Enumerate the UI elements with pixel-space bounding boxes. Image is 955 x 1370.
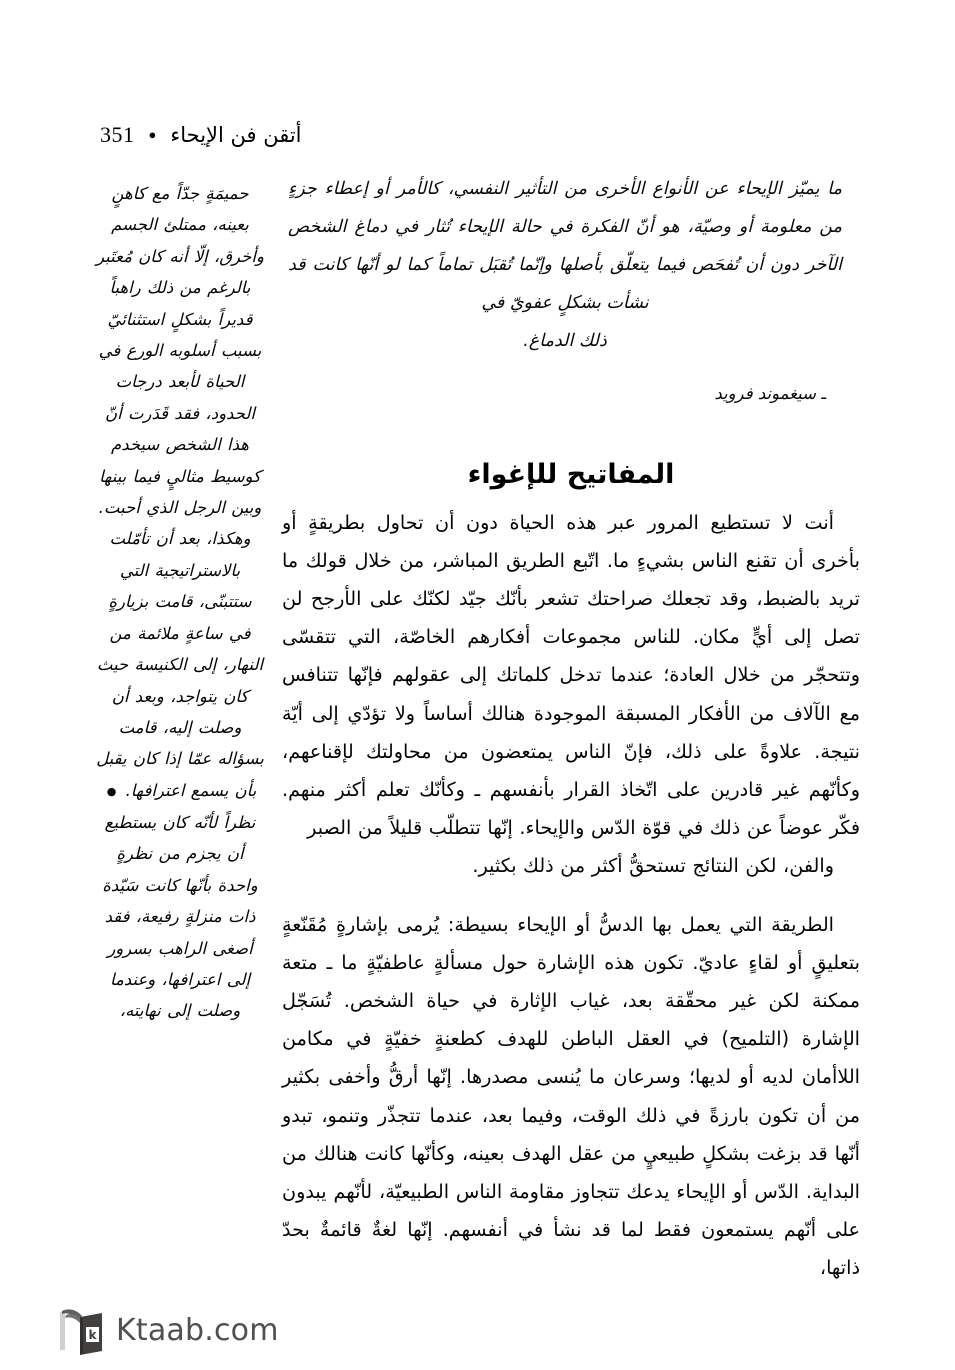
- epigraph-last-line: ذلك الدماغ.: [523, 331, 607, 351]
- margin-note-text-before: حميمَةٍ جدّاً مع كاهنٍ بعينه، ممتلئ الجسم وأخرق، إلّا أنه كان مُعتَبر بالرغم من ذلك راهباً قديراً بشكلٍ استثنائيّ بسبب أسلوبه الورع في الحياة لأبعد درجات الحدود، فقد قَدَرت أنّ هذا الشخص سيخدم كوسيط مثاليٍ فيما بينها وبين الرجل الذي أحبت. وهكذا، بعد أن تأمّلت بالاستراتيجية التي ستتبنّى، قامت بزيارةٍ في ساعةٍ ملائمة من النهار، إلى الكنيسة حيث كان يتواجد، وبعد أن وصلت إليه، قامت بسؤاله عمّا إذا كان يقبل بأن يسمع اعترافها.: [96, 184, 264, 800]
- margin-note-text-after: نظراً لأنّه كان يستطيع أن يجزم من نظرةٍ واحدة بأنّها كانت سَيّدة ذات منزلةٍ رفيعة، فقد أصغى الراهب بسرور إلى اعترافها، وعندما وصلت إلى نهايته،: [102, 812, 258, 1021]
- margin-note-separator-icon: ●: [106, 784, 117, 798]
- body-paragraph-1-text: أنت لا تستطيع المرور عبر هذه الحياة دون أن تحاول بطريقةٍ أو بأخرى أن تقنع الناس بشيءٍ ما. اتّبع الطريق المباشر، من خلال قولك ما تريد بالضبط، وقد تجعلك صراحتك تشعر بأنّك جيّد لكنّك على الأرجح لن تصل إلى أيٍّ مكان. للناس مجموعات أفكارهم الخاصّة، التي تتقسّى وتتحجّر من خلال العادة؛ عندما تدخل كلماتك إلى عقولهم فإنّها تتنافس مع الآلاف من الأفكار المسبقة الموجودة هنالك أساساً ولا تؤدّي إلى أيّة نتيجة. علاوةً على ذلك، فإنّ الناس يمتعضون من محاولتك لإقناعهم، وكأنّهم غير قادرين على اتّخاذ القرار بأنفسهم ـ وكأنّك تعلم أكثر منهم. فكّر عوضاً عن ذلك في قوّة الدّس والإيحاء. إنّها تتطلّب قليلاً من الصبر: [282, 510, 860, 840]
- main-text-column: [282, 170, 860, 1288]
- header-bullet-icon: ●: [148, 126, 157, 142]
- body-paragraph-1-last-line: والفن، لكن النتائج تستحقُّ أكثر من ذلك بكثير.: [472, 854, 834, 878]
- site-watermark: [60, 1300, 279, 1362]
- margin-note: [96, 178, 264, 1027]
- epigraph-text: ما يميّز الإيحاء عن الأنواع الأخرى من التأثير النفسي، كالأمر أو إعطاء جزءٍ من معلومة أو وصيّة، هو أنّ الفكرة في حالة الإيحاء تُثار في دماغ الشخص الآخر دون أن تُفحَص فيما يتعلّق بأصلها وإنّما تُقبَل تماماً كما لو أنّها كانت قد نشأت بشكلٍ عفويّ في: [288, 179, 842, 313]
- page-number: 351: [100, 122, 135, 147]
- running-title: أتقن فن الإيحاء: [170, 122, 302, 147]
- body-paragraph-2: الطريقة التي يعمل بها الدسُّ أو الإيحاء بسيطة: يُرمى بإشارةٍ مُقَنّعةٍ بتعليقٍ أو لقاءٍ عاديّ. تكون هذه الإشارة حول مسألةٍ عاطفيّةٍ ما ـ متعة ممكنة لكن غير محقّقة بعد، غياب الإثارة في حياة الشخص. تُسَجّل الإشارة (التلميح) في العقل الباطن للهدف كطعنةٍ خفيّةٍ في مكامن اللاأمان لديه أو لديها؛ وسرعان ما يُنسى مصدرها. إنّها أرقُّ وأخفى بكثير من أن تكون بارزةً في ذلك الوقت، وفيما بعد، عندما تتجذّر وتنمو، تبدو أنّها قد بزغت بشكلٍ طبيعيٍ من عقل الهدف بعينه، وكأنّها كانت هنالك من البداية. الدّس أو الإيحاء يدعك تتجاوز مقاومة الناس الطبيعيّة، لأنّهم يبدون على أنّهم يستمعون فقط لما قد نشأ في أنفسهم. إنّها لغةٌ قائمةٌ بحدّ ذاتها،: [282, 912, 860, 1280]
- watermark-brand-text: Ktaab.com: [116, 1313, 279, 1348]
- epigraph-attribution: ـ سيغموند فرويد: [714, 384, 826, 403]
- epigraph-quote: [282, 170, 860, 360]
- svg-text:k: k: [88, 1328, 97, 1342]
- body-paragraph-1: [282, 504, 860, 886]
- section-heading: المفاتيح للإغواء: [467, 459, 675, 491]
- page-header: [100, 118, 420, 152]
- ktaab-book-logo-icon: [60, 1305, 104, 1357]
